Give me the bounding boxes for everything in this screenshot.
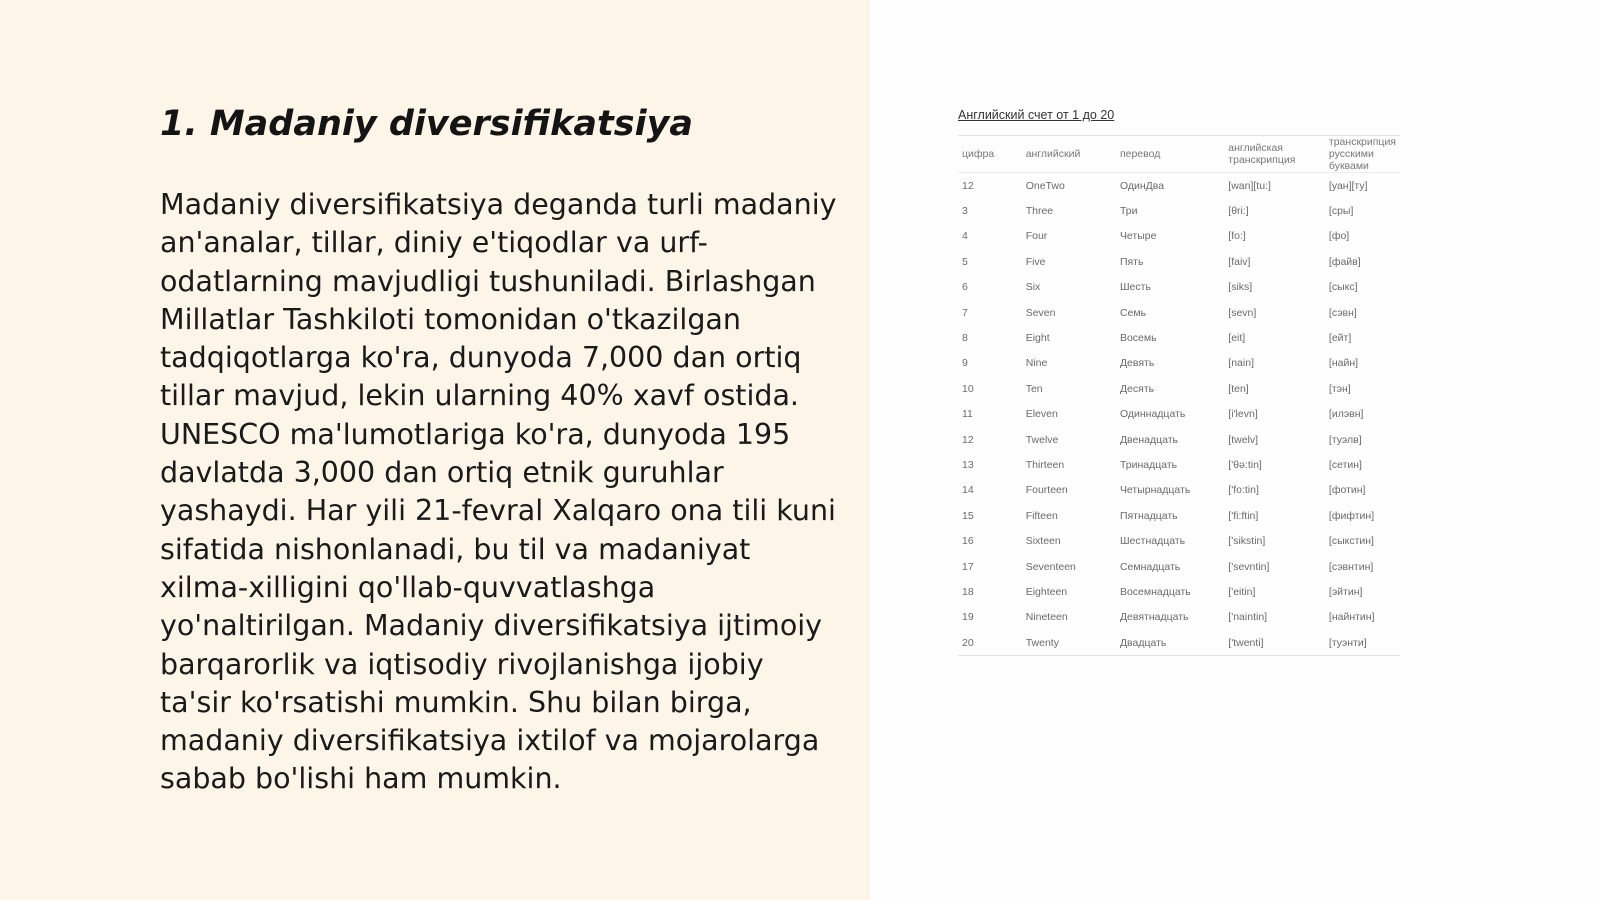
table-row (958, 376, 1400, 401)
header-translation: перевод (1116, 136, 1224, 173)
cell-russian-transcription: [сэвнтин] (1328, 560, 1374, 573)
cell-english-transcription: ['fo:tin] (1228, 484, 1259, 497)
cell-english-transcription: [eit] (1228, 332, 1246, 345)
cell-digit: 12 (962, 433, 974, 446)
table-row (958, 605, 1400, 630)
cell-english: Eighteen (1025, 585, 1068, 598)
cell-english: Nineteen (1025, 611, 1068, 624)
cell-translation: Семнадцать (1119, 560, 1181, 573)
cell-translation: Пять (1119, 255, 1144, 268)
table-row (958, 554, 1400, 579)
cell-english-transcription: ['sevntin] (1228, 560, 1270, 573)
cell-english: Three (1025, 205, 1054, 218)
cell-russian-transcription: [найн] (1328, 357, 1359, 370)
table-row (958, 300, 1400, 325)
cell-english: Eight (1025, 332, 1050, 345)
cell-english-transcription: [ten] (1228, 382, 1249, 395)
cell-translation: Двадцать (1119, 636, 1167, 649)
cell-english-transcription: ['twenti] (1228, 636, 1264, 649)
cell-english: Eleven (1025, 408, 1058, 421)
english-counting-table (958, 135, 1400, 656)
table-row (958, 452, 1400, 477)
cell-digit: 3 (962, 205, 968, 218)
cell-russian-transcription: [илэвн] (1328, 408, 1364, 421)
cell-translation: Девять (1119, 357, 1155, 370)
cell-digit: 19 (962, 611, 974, 624)
cell-english-transcription: ['fi:ftin] (1228, 509, 1259, 522)
cell-english-transcription: [sevn] (1228, 306, 1257, 319)
cell-english-transcription: [wan][tu:] (1228, 179, 1271, 192)
cell-russian-transcription: [найнтин] (1328, 611, 1375, 624)
table-row (958, 198, 1400, 223)
table-row (958, 427, 1400, 452)
cell-russian-transcription: [тэн] (1328, 382, 1351, 395)
cell-digit: 20 (962, 636, 974, 649)
table-row (958, 351, 1400, 376)
cell-russian-transcription: [сэвн] (1328, 306, 1357, 319)
table-row (958, 402, 1400, 427)
cell-english-transcription: ['sikstin] (1228, 535, 1266, 548)
header-english: английский (1022, 136, 1116, 173)
cell-english: OneTwo (1025, 179, 1065, 192)
cell-english: Nine (1025, 357, 1048, 370)
cell-translation: Восемнадцать (1119, 585, 1191, 598)
cell-english-transcription: [i'levn] (1228, 408, 1258, 421)
cell-english: Seventeen (1025, 560, 1076, 573)
table-row (958, 224, 1400, 249)
header-russian-transcription: транскрипция русскими буквами (1325, 136, 1400, 173)
cell-english-transcription: [fo:] (1228, 230, 1246, 243)
slide-title: 1. Madaniy diversifikatsiya (160, 104, 693, 144)
cell-english-transcription: ['eitin] (1228, 585, 1256, 598)
cell-english-transcription: [θri:] (1228, 205, 1249, 218)
cell-russian-transcription: [файв] (1328, 255, 1361, 268)
cell-digit: 8 (962, 332, 968, 345)
cell-russian-transcription: [сры] (1328, 205, 1354, 218)
cell-translation: Четырнадцать (1119, 484, 1191, 497)
cell-translation: Семь (1119, 306, 1147, 319)
cell-russian-transcription: [туэлв] (1328, 433, 1362, 446)
table-body (958, 173, 1400, 656)
cell-digit: 4 (962, 230, 968, 243)
cell-translation: Десять (1119, 382, 1155, 395)
cell-russian-transcription: [фотин] (1328, 484, 1366, 497)
cell-digit: 14 (962, 484, 974, 497)
cell-english-transcription: ['naintin] (1228, 611, 1268, 624)
cell-translation: Девятнадцать (1119, 611, 1189, 624)
cell-english: Ten (1025, 382, 1043, 395)
cell-english: Thirteen (1025, 458, 1065, 471)
cell-english: Six (1025, 281, 1041, 294)
cell-translation: Шесть (1119, 281, 1151, 294)
cell-russian-transcription: [сыкстин] (1328, 535, 1374, 548)
cell-english: Four (1025, 230, 1048, 243)
cell-translation: Три (1119, 205, 1138, 218)
cell-russian-transcription: [фо] (1328, 230, 1350, 243)
header-english-transcription: английская транскрипция (1224, 136, 1325, 173)
cell-english: Sixteen (1025, 535, 1061, 548)
cell-translation: Тринадцать (1119, 458, 1178, 471)
cell-english: Fifteen (1025, 509, 1058, 522)
cell-english: Twelve (1025, 433, 1059, 446)
cell-english-transcription: [faiv] (1228, 255, 1251, 268)
cell-english-transcription: [siks] (1228, 281, 1253, 294)
cell-digit: 18 (962, 585, 974, 598)
cell-digit: 6 (962, 281, 968, 294)
cell-digit: 5 (962, 255, 968, 268)
cell-english-transcription: [nain] (1228, 357, 1254, 370)
cell-russian-transcription: [фифтин] (1328, 509, 1375, 522)
cell-digit: 12 (962, 179, 974, 192)
cell-digit: 16 (962, 535, 974, 548)
cell-digit: 17 (962, 560, 974, 573)
cell-english-transcription: [twelv] (1228, 433, 1259, 446)
cell-digit: 9 (962, 357, 968, 370)
cell-translation: Восемь (1119, 332, 1157, 345)
cell-translation: Двенадцать (1119, 433, 1179, 446)
table-row (958, 528, 1400, 553)
cell-english: Seven (1025, 306, 1056, 319)
cell-digit: 10 (962, 382, 974, 395)
cell-translation: Пятнадцать (1119, 509, 1178, 522)
cell-translation: Шестнадцать (1119, 535, 1186, 548)
cell-english-transcription: ['θə:tin] (1228, 458, 1262, 471)
table-row (958, 173, 1400, 199)
header-digit: цифра (958, 136, 1022, 173)
cell-english: Twenty (1025, 636, 1059, 649)
table-row (958, 630, 1400, 656)
cell-russian-transcription: [туэнти] (1328, 636, 1367, 649)
table-row (958, 249, 1400, 274)
table-row (958, 579, 1400, 604)
cell-digit: 11 (962, 408, 973, 421)
cell-english: Fourteen (1025, 484, 1068, 497)
table-row (958, 325, 1400, 350)
cell-translation: ОдинДва (1119, 179, 1165, 192)
table-header-row (958, 136, 1400, 173)
cell-translation: Четыре (1119, 230, 1157, 243)
table-row (958, 503, 1400, 528)
cell-digit: 7 (962, 306, 968, 319)
cell-digit: 15 (962, 509, 974, 522)
cell-translation: Одиннадцать (1119, 408, 1186, 421)
cell-russian-transcription: [уан][ту] (1328, 179, 1368, 192)
cell-russian-transcription: [эйтин] (1328, 585, 1363, 598)
cell-digit: 13 (962, 458, 974, 471)
cell-russian-transcription: [сетин] (1328, 458, 1362, 471)
table-caption: Английский счет от 1 до 20 (958, 108, 1115, 122)
cell-english: Five (1025, 255, 1046, 268)
table-row (958, 275, 1400, 300)
table-row (958, 478, 1400, 503)
cell-russian-transcription: [сыкс] (1328, 281, 1358, 294)
slide-body-text: Madaniy diversifikatsiya deganda turli madaniy an'analar, tillar, diniy e'tiqodlar va urf-odatlarning mavjudligi tushuniladi. Birlashgan Millatlar Tashkiloti tomonidan o'tkazilgan tadqiqotlarga ko'ra, dunyoda 7,000 dan ortiq tillar mavjud, lekin ularning 40% xavf ostida. UNESCO ma'lumotlariga ko'ra, dunyoda 195 davlatda 3,000 dan ortiq etnik guruhlar yashaydi. Har yili 21-fevral Xalqaro ona tili kuni sifatida nishonlanadi, bu til va madaniyat xilma-xilligini qo'llab-quvvatlashga yo'naltirilgan. Madaniy diversifikatsiya ijtimoiy barqarorlik va iqtisodiy rivojlanishga ijobiy ta'sir ko'rsatishi mumkin. Shu bilan birga, madaniy diversifikatsiya ixtilof va mojarolarga sabab bo'lishi ham mumkin. (160, 188, 837, 796)
cell-russian-transcription: [ейт] (1328, 332, 1352, 345)
